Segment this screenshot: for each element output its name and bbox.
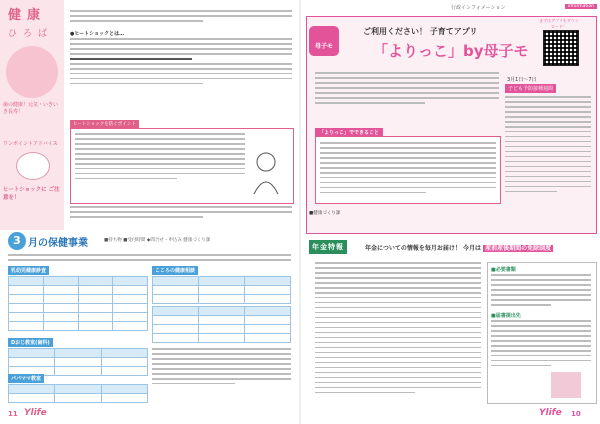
dental-class-table — [8, 348, 148, 376]
magazine-logo-left: Ylife — [24, 408, 47, 418]
infant-checkup-table — [8, 276, 148, 331]
page-number-right: 10 — [571, 410, 581, 418]
info-header-text: 行政インフォメーション — [451, 5, 506, 11]
parent-class-heading: パパママ教室 — [8, 374, 44, 383]
event-date: 3月1日～7日 — [507, 77, 537, 83]
intro-text — [70, 10, 292, 25]
heatshock-body — [70, 38, 292, 88]
pension-body — [315, 262, 481, 397]
pension-tag: 年金特報 — [309, 240, 347, 254]
man-illustration — [246, 150, 286, 196]
event-description — [505, 96, 591, 196]
parent-class-table — [8, 384, 148, 403]
features-box — [315, 136, 501, 204]
pension-title — [365, 243, 553, 252]
submission-caption: ■届書提出先 — [491, 313, 521, 319]
schedule-title: 月の保健事業 — [28, 238, 88, 249]
schedule-legend: ■持ち物 ■受付時間 ◆問合せ・申込み 健康づくり課 — [104, 238, 211, 243]
event-title: 子ども予防接種週間 — [505, 84, 556, 93]
schedule-side-notes — [152, 348, 291, 388]
section-subtitle: ひろば — [8, 29, 54, 39]
side-slogan: 歯の健康！元気・いきいき長寿！ — [3, 102, 59, 115]
info-header — [451, 4, 597, 12]
magazine-logo-right: Ylife — [539, 408, 562, 418]
left-page — [0, 0, 299, 424]
qr-code — [543, 30, 579, 66]
schedule-banner — [8, 232, 291, 250]
app-icon-label: 母子モ — [314, 43, 333, 50]
mental-health-table — [152, 276, 291, 304]
infant-checkup-heading: 乳幼児健康診査 — [8, 266, 49, 275]
pension-banner — [309, 240, 593, 256]
heatshock-heading: ●ヒートショックとは… — [70, 31, 125, 37]
closing-text — [70, 206, 292, 221]
app-title: 「よりっこ」by母子モ — [373, 42, 529, 60]
qr-label: まずはアプリをダウンロード！ — [539, 18, 579, 29]
schedule-month: 3 — [8, 232, 26, 250]
section-title: 健康 — [8, 8, 47, 23]
info-header-badge: information — [565, 4, 597, 9]
mental-health-heading: こころの健康相談 — [152, 266, 198, 275]
consult-table — [152, 306, 291, 343]
side-closing: ヒートショックに ご注意を！ — [3, 187, 60, 201]
documents-caption: ■必要書類 — [491, 267, 516, 273]
health-sidebar — [0, 0, 64, 230]
documents-text — [491, 274, 591, 309]
dental-illustration — [6, 46, 58, 98]
prevention-box-label: ヒートショックを防ぐポイント — [70, 120, 139, 128]
app-description — [315, 72, 499, 107]
dental-class-heading: Dおじ教室(歯科) — [8, 338, 53, 347]
app-welcome: ご利用ください！ 子育てアプリ — [363, 27, 478, 36]
pension-title-text: 年金についての情報を毎月お届け！ 今月は — [365, 245, 481, 252]
pension-title-highlight: 産前産後期間の免除制度 — [485, 245, 552, 252]
features-caption: 「よりっこ」でできること — [315, 128, 383, 137]
right-page — [301, 0, 600, 424]
page-number-left: 11 — [8, 410, 18, 418]
advisor-label: ワンポイントアドバイス — [3, 141, 58, 147]
app-icon — [309, 26, 339, 56]
advisor-illustration — [16, 152, 50, 180]
app-footer: ■健康づくり課 — [309, 211, 341, 216]
submission-text — [491, 320, 591, 370]
pension-handbook-illustration — [551, 372, 581, 398]
schedule-note — [8, 254, 291, 264]
